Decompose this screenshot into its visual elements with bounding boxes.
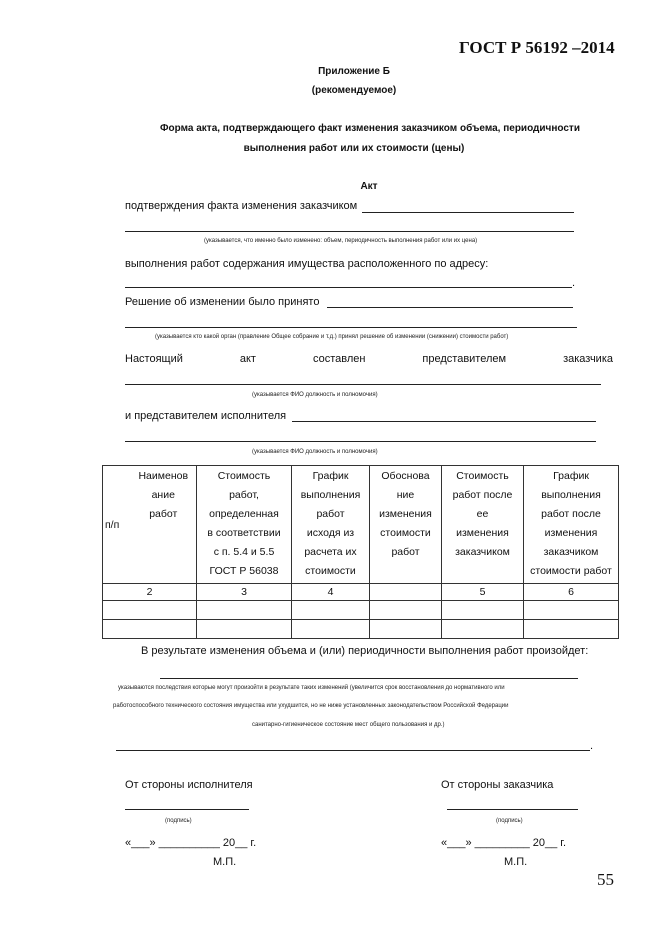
present-word-1: Настоящий	[125, 353, 183, 365]
num-cell: 2	[103, 584, 197, 601]
col2-line: работ,	[229, 489, 259, 501]
col-header-pp-text: п/п	[105, 518, 120, 531]
executor-date[interactable]: «___» __________ 20__ г.	[125, 837, 257, 849]
blank-consequences[interactable]	[160, 678, 578, 679]
table-cell[interactable]	[292, 620, 370, 639]
present-word-5: заказчика	[563, 353, 613, 365]
appendix-subtitle: (рекомендуемое)	[311, 85, 397, 96]
table-cell[interactable]	[370, 601, 442, 620]
line-executor: и представителем исполнителя	[125, 410, 287, 422]
num-cell: 5	[442, 584, 524, 601]
table-cell[interactable]	[442, 601, 524, 620]
col3-line: График	[312, 470, 349, 482]
works-table	[102, 465, 619, 639]
blank-address[interactable]	[125, 287, 572, 288]
col5-line: ее	[476, 508, 489, 520]
col4-line: стоимости	[380, 527, 431, 539]
col6-line: стоимости работ	[530, 565, 612, 577]
table-row[interactable]	[103, 620, 619, 639]
executor-side-label: От стороны исполнителя	[125, 779, 253, 791]
col2-line: в соответствии	[207, 527, 281, 539]
blank-customer-rep[interactable]	[125, 384, 601, 385]
col4-line: ние	[396, 489, 415, 501]
col5-line: Стоимость	[456, 470, 509, 482]
col-header-new-cost	[442, 466, 524, 584]
col5-line: работ после	[452, 489, 513, 501]
form-title-line1: Форма акта, подтверждающего факт изменения заказчиком объема, периодичности	[160, 123, 580, 134]
line-address: выполнения работ содержания имущества расположенного по адресу:	[125, 258, 489, 270]
col3-line: стоимости	[305, 565, 356, 577]
table-cell[interactable]	[103, 601, 197, 620]
customer-stamp: М.П.	[504, 856, 528, 868]
address-period: .	[572, 277, 576, 289]
customer-date[interactable]: «___» _________ 20__ г.	[441, 837, 567, 849]
col-header-pp	[103, 466, 131, 584]
num-cell: 3	[197, 584, 292, 601]
table-row[interactable]	[103, 601, 619, 620]
table-number-row	[103, 584, 619, 601]
customer-sign-note: (подпись)	[496, 818, 523, 824]
line-confirmation: подтверждения факта изменения заказчиком	[125, 200, 358, 212]
col-header-name	[131, 466, 197, 584]
table-header-row	[103, 466, 619, 584]
col3-line: выполнения	[300, 489, 361, 501]
form-title-line2: выполнения работ или их стоимости (цены)	[243, 143, 465, 154]
col1-line: ание	[151, 489, 175, 501]
executor-signature-field[interactable]	[125, 809, 249, 810]
blank-change-details[interactable]	[125, 231, 574, 232]
table-cell[interactable]	[197, 620, 292, 639]
table-cell[interactable]	[442, 620, 524, 639]
consequences-note-1: указываются последствия которые могут произойти в результате таких изменений (увеличится срок восстановления до нормативного или	[118, 685, 505, 691]
note-changed: (указывается, что именно было изменено: объем, периодичность выполнения работ или их цена)	[204, 238, 478, 244]
col2-line: ГОСТ Р 56038	[209, 565, 279, 577]
consequences-line: В результате изменения объема и (или) периодичности выполнения работ произойдет:	[141, 645, 589, 657]
blank-decision-2[interactable]	[125, 327, 577, 328]
consequences-note-3: санитарно-гигиеническое состояние мест общего пользования и др.)	[252, 722, 445, 728]
blank-executor-rep[interactable]	[292, 421, 596, 422]
note-fio-1: (указывается ФИО должность и полномочия)	[252, 392, 378, 398]
appendix-title: Приложение Б	[318, 66, 390, 77]
num-cell	[370, 584, 442, 601]
col3-line: исходя из	[306, 527, 355, 539]
col5-line: заказчиком	[455, 546, 510, 558]
line-present	[125, 353, 613, 365]
col6-line: работ после	[541, 508, 601, 520]
col6-line: изменения	[544, 527, 598, 539]
note-fio-2: (указывается ФИО должность и полномочия)	[252, 449, 378, 455]
col-header-schedule	[292, 466, 370, 584]
col5-line: изменения	[456, 527, 509, 539]
col2-line: с п. 5.4 и 5.5	[213, 546, 275, 558]
customer-side-label: От стороны заказчика	[441, 779, 554, 791]
col6-line: выполнения	[541, 489, 601, 501]
page-number: 55	[597, 870, 614, 889]
consequences-period: .	[590, 740, 594, 752]
col2-line: определенная	[209, 508, 279, 520]
col6-line: заказчиком	[543, 546, 599, 558]
customer-signature-field[interactable]	[447, 809, 578, 810]
col6-line: График	[553, 470, 589, 482]
note-decision: (указывается кто какой орган (правление Общее собрание и т.д.) принял решение об изменении (снижении) стоимости работ)	[155, 334, 509, 340]
blank-confirmation[interactable]	[362, 212, 574, 213]
present-word-3: составлен	[312, 353, 366, 365]
table-cell[interactable]	[197, 601, 292, 620]
table-cell[interactable]	[292, 601, 370, 620]
executor-sign-note: (подпись)	[165, 818, 192, 824]
num-cell: 6	[524, 584, 619, 601]
col4-line: Обоснова	[381, 470, 430, 482]
col3-line: работ	[316, 508, 345, 520]
standard-header: ГОСТ Р 56192 –2014	[459, 38, 615, 57]
col2-line: Стоимость	[217, 470, 271, 482]
col4-line: изменения	[379, 508, 432, 520]
col-header-new-schedule	[524, 466, 619, 584]
consequences-note-2: работоспособного технического состояния имущества или ухудшится, но не ниже установленных законодательством Российской Федерации	[113, 703, 509, 709]
blank-consequences-2[interactable]	[116, 750, 590, 751]
table-cell[interactable]	[370, 620, 442, 639]
present-word-4: представителем	[422, 353, 507, 365]
col1-line: работ	[149, 508, 178, 520]
blank-executor-rep-2[interactable]	[125, 441, 596, 442]
table-cell[interactable]	[524, 601, 619, 620]
num-cell: 4	[292, 584, 370, 601]
col4-line: работ	[391, 546, 420, 558]
col-header-justification	[370, 466, 442, 584]
table-cell[interactable]	[103, 620, 197, 639]
executor-stamp: М.П.	[213, 856, 237, 868]
act-title: Акт	[360, 181, 378, 192]
col1-line: Наименов	[138, 470, 189, 482]
present-word-2: акт	[239, 353, 256, 365]
blank-decision[interactable]	[327, 307, 573, 308]
col3-line: расчета их	[304, 546, 357, 558]
table-cell[interactable]	[524, 620, 619, 639]
col-header-cost	[197, 466, 292, 584]
line-decision: Решение об изменении было принято	[125, 296, 320, 308]
